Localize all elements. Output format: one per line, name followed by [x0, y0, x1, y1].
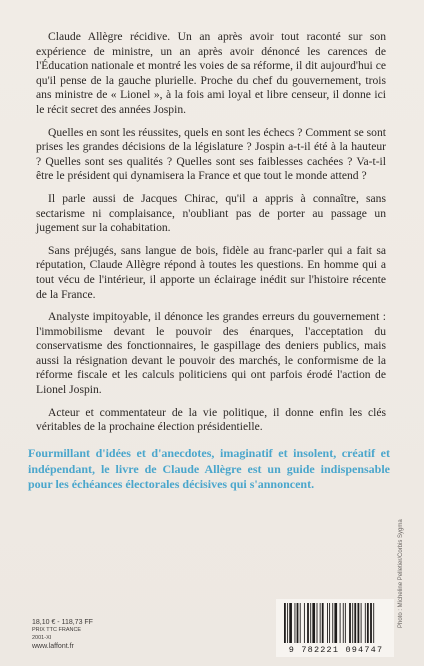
barcode-bar	[322, 603, 324, 643]
paragraph-5: Analyste impitoyable, il dénonce les grandes erreurs du gouvernement : l'immobilisme devant le pouvoir des énarques, l'acceptation du conservatisme des fonctionnaires, le gaspillage des deniers publics, mais aussi la résignation devant le pouvoir des marchés, le conformisme de la réforme fiscale et les calculs politiciens qui ont parfois érodé l'action de Lionel Jospin.	[36, 310, 386, 397]
highlight-blurb: Fourmillant d'idées et d'anecdotes, imaginatif et insolent, créatif et indépendant, le livre de Claude Allègre est un guide indispensable pour les échéances électorales décisives qui s'annoncent.	[28, 446, 390, 491]
barcode-bar	[361, 603, 362, 643]
barcode-bar	[317, 603, 318, 643]
barcode-bar	[334, 603, 337, 643]
barcode-bar	[320, 603, 321, 643]
barcode-bar	[345, 603, 346, 643]
barcode-bar	[365, 603, 366, 643]
barcode-bars	[284, 603, 386, 645]
photo-credit: Photo : Micheline Pelletier/Corbis Sygma	[398, 519, 404, 628]
paragraph-6: Acteur et commentateur de la vie politique, il donne enfin les clés véritables de la prochaine élection présidentielle.	[36, 405, 386, 434]
barcode-bar	[373, 603, 374, 643]
price: 18,10 € - 118,73 FF	[32, 619, 93, 626]
barcode-bar	[310, 603, 311, 643]
barcode-bar	[327, 603, 328, 643]
paragraph-1: Claude Allègre récidive. Un an après avoir tout raconté sur son expérience de ministre, un an après avoir dénoncé les carences de l'Éducation nationale et montré les voies de sa réforme, il dit aujourd'hui ce qu'il pense de la gauche plurielle. Proche du chef du gouvernement, trois ans ministre de « Lionel », à la fois ami loyal et libre censeur, il donne ici le récit secret des années Jospin.	[36, 30, 386, 116]
barcode-bar	[289, 603, 292, 643]
price-block	[32, 618, 93, 651]
barcode-bar	[300, 603, 301, 643]
barcode-bar	[287, 603, 288, 643]
barcode-bar	[312, 603, 315, 643]
barcode-bar	[329, 603, 330, 643]
barcode-bar	[295, 603, 296, 643]
barcode-bar	[349, 603, 351, 643]
synopsis	[36, 30, 386, 443]
barcode-number: 9 782221 094747	[288, 645, 384, 655]
barcode-bar	[370, 603, 372, 643]
barcode-bar	[352, 603, 353, 643]
edition-code: 2001-XI	[32, 634, 52, 641]
barcode-bar	[332, 603, 333, 643]
barcode-bar	[343, 603, 344, 643]
barcode-bar	[284, 603, 286, 643]
barcode-bar	[358, 603, 360, 643]
barcode	[276, 599, 394, 657]
price-label: PRIX TTC FRANCE	[32, 627, 82, 633]
barcode-bar	[304, 603, 305, 643]
barcode-bar	[307, 603, 309, 643]
barcode-bar	[297, 603, 299, 643]
paragraph-3: Il parle aussi de Jacques Chirac, qu'il a appris à connaître, sans sectarisme ni complaisance, n'oubliant pas de porter au passage un jugement sur la cohabitation.	[36, 191, 386, 235]
publisher-url: www.laffont.fr	[32, 643, 74, 650]
barcode-bar	[367, 603, 369, 643]
barcode-bar	[354, 603, 356, 643]
paragraph-4: Sans préjugés, sans langue de bois, fidèle au franc-parler qui a fait sa réputation, Claude Allègre répond à toutes les questions. En homme qui a tout vécu de l'intérieur, il apporte un éclairage inédit sur l'histoire récente de la France.	[36, 243, 386, 301]
paragraph-2: Quelles en sont les réussites, quels en sont les échecs ? Comment se sont prises les grandes décisions de la législature ? Jospin a-t-il été à la hauteur ? Quelles sont ses qualités ? Quelles sont ses faiblesses cachées ? Va-t-il être le président qui dynamisera la France et que tout le monde attend ?	[36, 125, 386, 183]
barcode-bar	[340, 603, 341, 643]
